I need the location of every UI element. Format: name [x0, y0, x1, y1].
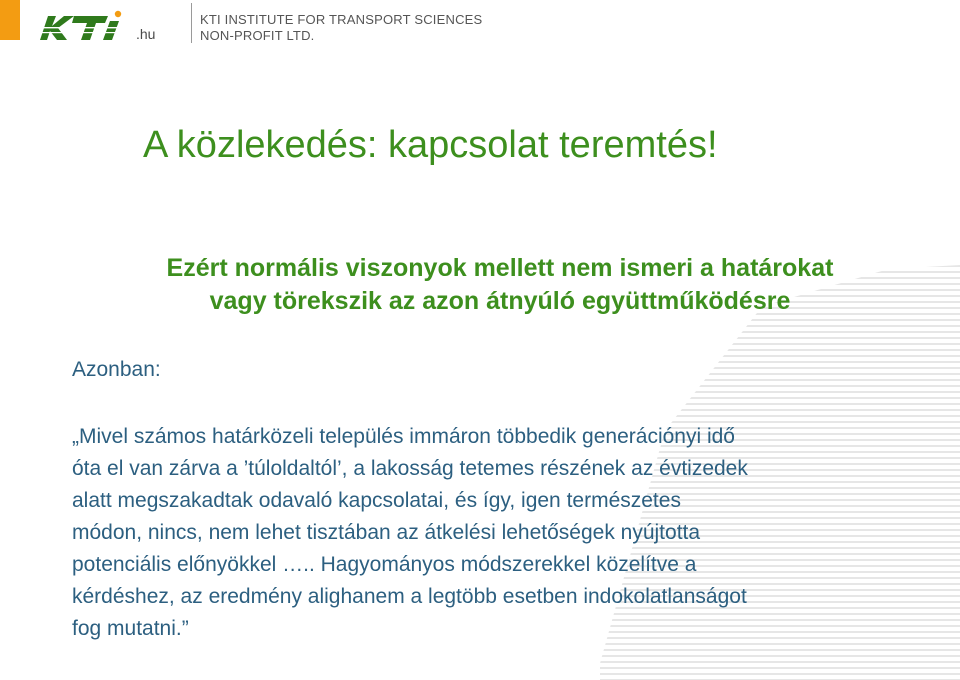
quote-paragraph: „Mivel számos határközeli település immáron többedik generációnyi idő óta el van zárva a ’túloldaltól’, a lakosság tetemes részének az évtizedek alatt megszakadtak odavaló kapcsolatai, és így, igen természetes módon, nincs, nem lehet tisztában az átkelési lehetőségek nyújtotta potenciális előnyökkel ….. Hagyományos módszerekkel közelítve a kérdéshez, az eredmény alighanem a legtöbb esetben indokolatlanságot fog mutatni.”: [72, 425, 748, 640]
header-bar: [0, 0, 960, 48]
institute-name-line2: NON-PROFIT LTD.: [200, 28, 315, 43]
kti-logo-icon: [34, 10, 134, 44]
institute-name-line1: KTI INSTITUTE FOR TRANSPORT SCIENCES: [200, 12, 483, 27]
lead-statement: Ezért normális viszonyok mellett nem ismeri a határokat vagy törekszik az azon átnyúló együttműködésre: [166, 254, 834, 315]
however-label: Azonban:: [72, 358, 161, 381]
kti-logo: [34, 8, 155, 44]
header-divider: [191, 3, 192, 43]
orange-accent-tab: [0, 0, 20, 40]
slide-title: A közlekedés: kapcsolat teremtés!: [143, 124, 718, 166]
logo-domain-text: .hu: [136, 26, 156, 42]
